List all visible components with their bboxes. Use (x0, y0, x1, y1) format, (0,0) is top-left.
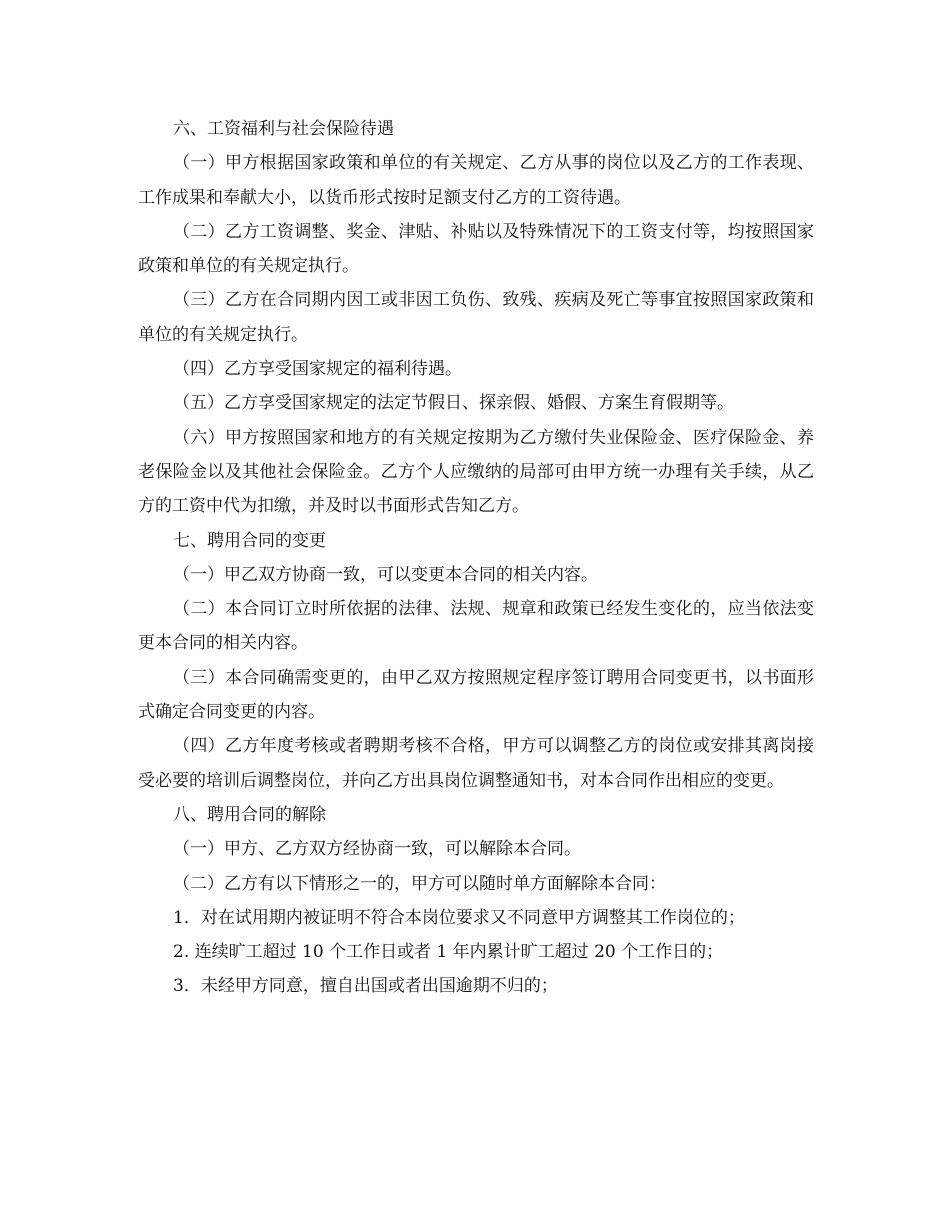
paragraph-7-2: （二）本合同订立时所依据的法律、法规、规章和政策已经发生变化的，应当依法变更本合同的相关内容。 (138, 599, 814, 654)
paragraph-6-6: （六）甲方按照国家和地方的有关规定按期为乙方缴付失业保险金、医疗保险金、养老保险金以及其他社会保险金。乙方个人应缴纳的局部可由甲方统一办理有关手续，从乙方的工资中代为扣缴，并及时以书面形式告知乙方。 (138, 427, 814, 517)
contract-body (138, 112, 814, 1004)
paragraph-6-3: （三）乙方在合同期内因工或非因工负伤、致残、疾病及死亡等事宜按照国家政策和单位的有关规定执行。 (138, 290, 814, 345)
paragraph-8-2: （二）乙方有以下情形之一的，甲方可以随时单方面解除本合同： (173, 873, 666, 894)
paragraph-6-2: （二）乙方工资调整、奖金、津贴、补贴以及特殊情况下的工资支付等，均按照国家政策和单位的有关规定执行。 (138, 221, 814, 277)
paragraph-7-1: （一）甲乙双方协商一致，可以变更本合同的相关内容。 (173, 564, 598, 585)
list-item-1: 1．对在试用期内被证明不符合本岗位要求又不同意甲方调整其工作岗位的； (173, 907, 745, 928)
paragraph-7-4: （四）乙方年度考核或者聘期考核不合格，甲方可以调整乙方的岗位或安排其离岗接受必要的培训后调整岗位，并向乙方出具岗位调整通知书，对本合同作出相应的变更。 (138, 736, 814, 791)
list-item-3: 3．未经甲方同意，擅自出国或者出国逾期不归的； (173, 976, 558, 997)
section-heading-8: 八、聘用合同的解除 (173, 804, 326, 825)
paragraph-6-1: （一）甲方根据国家政策和单位的有关规定、乙方从事的岗位以及乙方的工作表现、工作成果和奉献大小，以货币形式按时足额支付乙方的工资待遇。 (138, 153, 814, 208)
paragraph-8-1: （一）甲方、乙方双方经协商一致，可以解除本合同。 (173, 839, 581, 860)
section-heading-7: 七、聘用合同的变更 (173, 530, 326, 551)
paragraph-6-4: （四）乙方享受国家规定的福利待遇。 (173, 359, 462, 380)
paragraph-6-5: （五）乙方享受国家规定的法定节假日、探亲假、婚假、方案生育假期等。 (173, 393, 734, 414)
paragraph-7-3: （三）本合同确需变更的，由甲乙双方按照规定程序签订聘用合同变更书，以书面形式确定合同变更的内容。 (138, 667, 814, 723)
section-heading-6: 六、工资福利与社会保险待遇 (173, 119, 394, 139)
list-item-2: 2. 连续旷工超过 10 个工作日或者 1 年内累计旷工超过 20 个工作日的； (173, 942, 724, 963)
